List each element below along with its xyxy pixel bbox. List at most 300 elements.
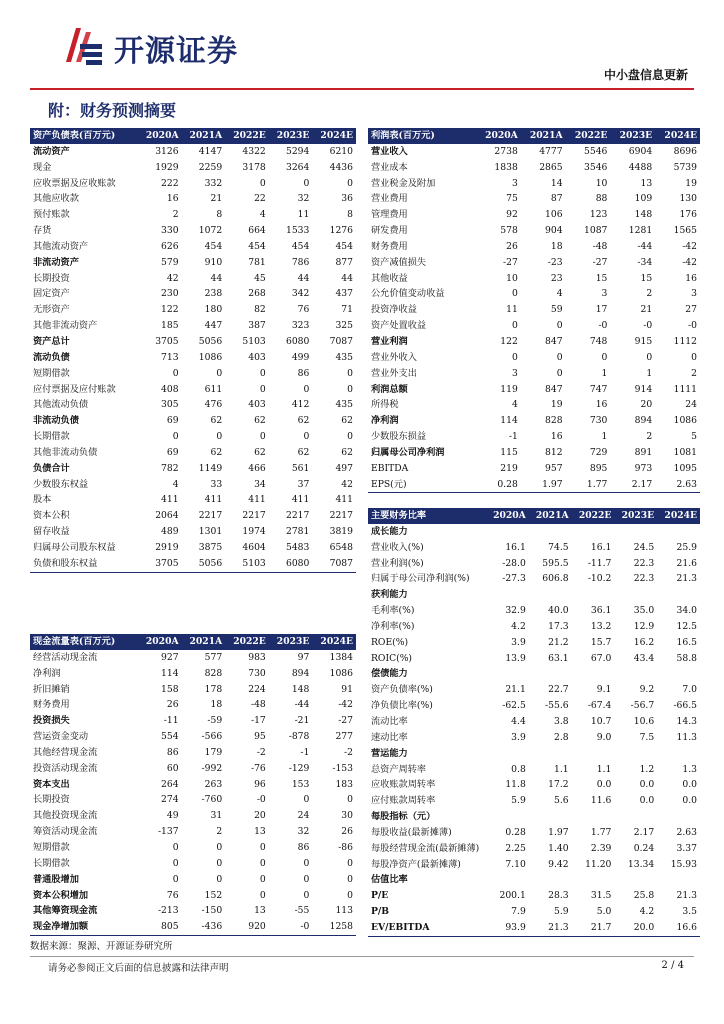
row-label: 短期借款 xyxy=(33,367,70,379)
cell-value: 0 xyxy=(511,320,518,332)
row-label: 营业收入(%) xyxy=(371,541,424,553)
row-label: 财务费用 xyxy=(371,240,408,252)
cell-value xyxy=(614,809,657,825)
cell-value: 0 xyxy=(216,873,223,885)
cell-value: 95 xyxy=(254,731,266,743)
cell-value: 0 xyxy=(172,431,179,443)
table-row xyxy=(30,824,356,840)
cell-value: 0 xyxy=(303,889,310,901)
table-row xyxy=(368,857,700,873)
cell-value: 6548 xyxy=(329,541,353,553)
cell-value: 2781 xyxy=(285,526,310,538)
cell-value: 1086 xyxy=(198,351,223,363)
year-header: 2021A xyxy=(182,634,226,650)
cell-value: 0 xyxy=(347,873,353,885)
cell-value: -66.5 xyxy=(673,700,697,712)
cell-value: 1.77 xyxy=(590,826,612,838)
cell-value: -42 xyxy=(338,699,353,711)
row-label: 其他筹资现金流 xyxy=(33,905,98,917)
cell-value: 179 xyxy=(204,746,223,758)
year-header: 2024E xyxy=(312,128,356,144)
cell-value: -760 xyxy=(201,794,223,806)
cell-value: 1.97 xyxy=(521,477,566,493)
cell-value: 0 xyxy=(259,383,266,395)
cell-value: 0 xyxy=(347,177,353,189)
cell-value: -42 xyxy=(682,256,697,268)
header-divider xyxy=(30,88,694,90)
cell-value: 437 xyxy=(335,288,353,300)
cell-value: 0 xyxy=(691,351,697,363)
cell-value: 19 xyxy=(685,177,697,189)
cell-value: -34 xyxy=(637,256,653,268)
cell-value: -21 xyxy=(294,715,310,727)
cell-value: 2738 xyxy=(494,145,518,157)
cell-value: 3.9 xyxy=(511,731,526,743)
cell-value: 0 xyxy=(216,841,223,853)
cell-value: 1281 xyxy=(628,225,653,237)
table-row xyxy=(30,429,356,445)
cell-value: 26 xyxy=(166,699,179,711)
cell-value: 1929 xyxy=(155,161,179,173)
cell-value: 93.9 xyxy=(486,920,529,936)
cell-value xyxy=(486,524,529,540)
cell-value: 130 xyxy=(679,193,697,205)
row-label: 折旧摊销 xyxy=(33,683,70,695)
cell-value: -1 xyxy=(300,746,310,758)
cell-value: 122 xyxy=(161,304,179,316)
cell-value: -436 xyxy=(182,919,226,935)
cell-value: 6904 xyxy=(628,145,653,157)
cell-value: 20 xyxy=(254,810,266,822)
cell-value: 499 xyxy=(291,351,310,363)
table-row xyxy=(368,587,700,603)
cell-value: 148 xyxy=(291,683,310,695)
cell-value: 1.1 xyxy=(596,763,612,775)
cell-value: 847 xyxy=(545,335,563,347)
cell-value: 7.10 xyxy=(505,858,526,870)
table-row xyxy=(368,635,700,651)
table-row xyxy=(368,777,700,793)
cell-value xyxy=(529,666,572,682)
table-row xyxy=(368,920,700,936)
row-label: 资本公积增加 xyxy=(33,889,89,901)
cell-value: 176 xyxy=(679,209,697,221)
cell-value: 13.9 xyxy=(505,652,526,664)
cell-value: 91 xyxy=(341,683,353,695)
row-label: 非流动资产 xyxy=(33,256,79,268)
cell-value xyxy=(572,587,615,603)
cell-value xyxy=(572,809,615,825)
cell-value: 22.3 xyxy=(633,557,655,569)
cell-value: 466 xyxy=(248,462,266,474)
row-label: 其他投资现金流 xyxy=(33,810,98,822)
cell-value: 23 xyxy=(550,272,563,284)
row-label: 净利润 xyxy=(371,415,399,427)
cell-value: 4 xyxy=(511,399,518,411)
cell-value: 342 xyxy=(291,288,310,300)
cell-value: 32 xyxy=(297,193,310,205)
cell-value: 904 xyxy=(545,225,563,237)
row-label: 速动比率 xyxy=(371,731,408,743)
cell-value: 31 xyxy=(210,810,223,822)
row-label: 经营活动现金流 xyxy=(33,651,98,663)
cell-value: 1974 xyxy=(242,526,266,538)
cell-value: 920 xyxy=(225,919,269,935)
cell-value: 69 xyxy=(166,415,179,427)
cell-value: 1565 xyxy=(673,225,697,237)
table-row xyxy=(30,761,356,777)
cell-value: 9.42 xyxy=(548,858,569,870)
cell-value: 0 xyxy=(216,857,223,869)
cell-value: 0 xyxy=(172,873,179,885)
cell-value: 34 xyxy=(254,478,266,490)
cell-value: 86 xyxy=(166,746,179,758)
year-header: 2021A xyxy=(529,508,572,524)
cell-value: 114 xyxy=(500,415,518,427)
cell-value: 713 xyxy=(161,351,179,363)
cell-value: 34.0 xyxy=(676,605,697,617)
cell-value: 62 xyxy=(341,446,353,458)
table-row xyxy=(368,730,700,746)
cell-value: 4488 xyxy=(628,161,653,173)
cell-value xyxy=(657,524,700,540)
cell-value: 10 xyxy=(506,272,518,284)
cell-value: 21.7 xyxy=(572,920,615,936)
cell-value: 21.3 xyxy=(529,920,572,936)
table-row xyxy=(368,619,700,635)
cell-value: 16 xyxy=(550,431,563,443)
table-row xyxy=(30,255,356,271)
cell-value: 11 xyxy=(506,304,518,316)
year-header: 2020A xyxy=(138,128,182,144)
cell-value: 11.8 xyxy=(505,779,526,791)
cell-value: -0 xyxy=(598,320,608,332)
cell-value: 0 xyxy=(601,351,608,363)
cell-value: 200.1 xyxy=(499,890,526,902)
cell-value: 0.0 xyxy=(682,779,697,791)
cell-value: 983 xyxy=(248,651,266,663)
cell-value: 2.63 xyxy=(655,477,700,493)
cell-value: 31.5 xyxy=(590,890,612,902)
cell-value: 16 xyxy=(685,272,697,284)
cell-value: 24 xyxy=(685,399,697,411)
table-row xyxy=(368,793,700,809)
cell-value: 332 xyxy=(204,177,223,189)
cell-value: 16 xyxy=(595,399,608,411)
table-row xyxy=(368,603,700,619)
table-row xyxy=(368,176,700,192)
cell-value: 158 xyxy=(161,683,179,695)
cell-value: -0 xyxy=(643,320,653,332)
balance-sheet-table xyxy=(30,128,356,573)
cell-value: 611 xyxy=(204,383,223,395)
row-label: 其他收益 xyxy=(371,272,408,284)
cell-value: 812 xyxy=(545,446,563,458)
row-label: 其他应收款 xyxy=(33,193,79,205)
cell-value: 183 xyxy=(335,778,353,790)
cell-value: 828 xyxy=(545,415,563,427)
cell-value: 0 xyxy=(172,841,179,853)
cell-value: 62 xyxy=(297,446,310,458)
cell-value: -48 xyxy=(592,240,608,252)
cell-value: 0 xyxy=(511,351,518,363)
disclaimer-text: 请务必参阅正文后面的信息披露和法律声明 xyxy=(48,963,229,974)
cell-value: 11.6 xyxy=(590,795,612,807)
cell-value: 14.3 xyxy=(676,715,697,727)
cell-value: 2.8 xyxy=(553,731,569,743)
section-title: 附：财务预测摘要 xyxy=(48,101,177,120)
cell-value: 1533 xyxy=(285,225,310,237)
income-statement-table xyxy=(368,128,700,493)
cell-value: 0 xyxy=(556,320,563,332)
cell-value: 21.6 xyxy=(676,557,697,569)
cell-value: 22.3 xyxy=(633,573,655,585)
cell-value: 497 xyxy=(335,462,353,474)
cell-value xyxy=(572,746,615,762)
row-label: 负债合计 xyxy=(33,462,70,474)
row-label: 应付账款周转率 xyxy=(371,795,436,807)
table-row xyxy=(368,872,700,888)
table-row xyxy=(30,792,356,808)
cell-value: 71 xyxy=(341,304,353,316)
cell-value: 222 xyxy=(161,177,179,189)
table-row xyxy=(368,382,700,398)
cell-value: 119 xyxy=(500,383,518,395)
table-row xyxy=(30,729,356,745)
cell-value: 1.3 xyxy=(682,763,697,775)
cell-value: 0 xyxy=(259,889,266,901)
cell-value: 2259 xyxy=(198,161,223,173)
cell-value: 4.2 xyxy=(511,620,526,632)
cell-value: 3546 xyxy=(584,161,608,173)
year-header: 2023E xyxy=(269,634,313,650)
logo-text: 开源证券 xyxy=(114,34,238,69)
cell-value: -2 xyxy=(344,746,353,758)
table-row xyxy=(30,271,356,287)
cell-value: 5103 xyxy=(242,335,266,347)
cell-value: 96 xyxy=(254,778,266,790)
cell-value: 411 xyxy=(335,494,353,506)
cell-value: 403 xyxy=(248,399,266,411)
table-row xyxy=(30,350,356,366)
cell-value: 32.9 xyxy=(505,605,526,617)
cell-value: 579 xyxy=(161,256,179,268)
table-row xyxy=(30,397,356,413)
cell-value: 0 xyxy=(303,383,310,395)
table-row xyxy=(368,366,700,382)
cell-value: 3705 xyxy=(155,335,179,347)
cell-value: 729 xyxy=(589,446,608,458)
table-row xyxy=(30,903,356,919)
row-label: 流动比率 xyxy=(371,715,408,727)
cell-value xyxy=(486,872,529,888)
data-source-note: 数据来源：聚源、开源证券研究所 xyxy=(30,941,173,952)
cell-value: 914 xyxy=(634,383,653,395)
cell-value: 1086 xyxy=(329,667,353,679)
table-row xyxy=(368,207,700,223)
table-row xyxy=(30,176,356,192)
table-row xyxy=(368,477,700,493)
table-row xyxy=(368,556,700,572)
cell-value: 86 xyxy=(297,841,310,853)
cell-value: 178 xyxy=(204,683,223,695)
table-row xyxy=(368,286,700,302)
cell-value: 69 xyxy=(166,446,179,458)
cell-value: 2 xyxy=(646,288,653,300)
cell-value: 9.0 xyxy=(596,731,612,743)
cell-value: -11.7 xyxy=(587,557,612,569)
row-label: 普通股增加 xyxy=(33,873,79,885)
cell-value: 1086 xyxy=(673,415,697,427)
cell-value: 76 xyxy=(297,304,310,316)
page-number: 2 / 4 xyxy=(661,960,684,971)
income-title: 利润表(百万元) xyxy=(368,128,476,144)
table-row xyxy=(368,698,700,714)
cell-value: 454 xyxy=(248,240,266,252)
cell-value: -153 xyxy=(332,762,353,774)
cell-value: 3819 xyxy=(329,526,353,538)
cell-value: 180 xyxy=(204,304,223,316)
cell-value: 87 xyxy=(550,193,563,205)
cell-value: 152 xyxy=(204,889,223,901)
page-header xyxy=(0,0,724,95)
cell-value: -878 xyxy=(288,731,310,743)
cell-value: 22.7 xyxy=(548,684,569,696)
cell-value xyxy=(614,872,657,888)
cell-value: 595.5 xyxy=(542,557,569,569)
table-row xyxy=(30,808,356,824)
cell-value xyxy=(657,746,700,762)
cell-value: 36.1 xyxy=(590,605,612,617)
row-label: 偿债能力 xyxy=(371,668,408,680)
cell-value: -11 xyxy=(163,715,179,727)
table-row xyxy=(30,302,356,318)
cell-value: -62.5 xyxy=(502,700,526,712)
cell-value: 626 xyxy=(161,240,179,252)
cell-value: 58.8 xyxy=(676,652,697,664)
cell-value: 577 xyxy=(204,651,223,663)
cell-value: 0.0 xyxy=(639,795,655,807)
cell-value: 62 xyxy=(210,415,223,427)
cell-value: 16 xyxy=(166,193,179,205)
year-header: 2024E xyxy=(657,508,700,524)
row-label: 营业费用 xyxy=(371,193,408,205)
row-label: 净负债比率(%) xyxy=(371,700,433,712)
row-label: 营业收入 xyxy=(371,145,408,157)
cell-value: 15 xyxy=(595,272,608,284)
cell-value: 578 xyxy=(500,225,518,237)
cell-value: -0 xyxy=(269,919,313,935)
cell-value: 10.6 xyxy=(633,715,655,727)
table-row xyxy=(30,650,356,666)
cell-value: 86 xyxy=(297,367,310,379)
cell-value: 5.0 xyxy=(596,906,612,918)
cell-value: 0.24 xyxy=(633,842,655,854)
year-header: 2022E xyxy=(225,634,269,650)
table-row xyxy=(368,841,700,857)
cell-value: 1095 xyxy=(673,462,697,474)
cell-value: 3 xyxy=(691,288,697,300)
cell-value: 0 xyxy=(259,367,266,379)
cell-value: 106 xyxy=(545,209,563,221)
cell-value: 7087 xyxy=(329,335,353,347)
cell-value: 1301 xyxy=(198,526,223,538)
cell-value: 15.93 xyxy=(670,858,697,870)
cell-value: 153 xyxy=(291,778,310,790)
row-label: 资产处置收益 xyxy=(371,320,427,332)
row-label: 投资净收益 xyxy=(371,304,417,316)
cell-value: 5 xyxy=(691,431,697,443)
cell-value xyxy=(657,587,700,603)
cell-value: 7.0 xyxy=(682,684,697,696)
cell-value xyxy=(529,524,572,540)
table-row xyxy=(368,445,700,461)
cell-value: -2 xyxy=(256,746,266,758)
brand-logo xyxy=(62,22,262,70)
table-row xyxy=(368,255,700,271)
cell-value: 2217 xyxy=(285,510,310,522)
table-row xyxy=(30,777,356,793)
cell-value: 805 xyxy=(138,919,182,935)
cell-value xyxy=(614,666,657,682)
row-label: 长期投资 xyxy=(33,794,70,806)
cell-value: 7087 xyxy=(312,556,356,572)
cell-value: 9.1 xyxy=(596,684,612,696)
cell-value: 1 xyxy=(601,431,608,443)
table-row xyxy=(30,508,356,524)
cell-value: 4 xyxy=(259,209,266,221)
table-row xyxy=(30,318,356,334)
cell-value: 891 xyxy=(634,446,653,458)
cell-value xyxy=(614,524,657,540)
cell-value: 476 xyxy=(204,399,223,411)
table-row xyxy=(368,461,700,477)
cell-value: -992 xyxy=(201,762,223,774)
cell-value: -55 xyxy=(294,905,310,917)
cell-value: 3178 xyxy=(242,161,266,173)
cash-flow-table xyxy=(30,634,356,936)
cell-value: 60 xyxy=(166,762,179,774)
cell-value: 17.3 xyxy=(548,620,569,632)
ratios-header-row xyxy=(368,508,700,524)
cell-value: -56.7 xyxy=(630,700,655,712)
year-header: 2022E xyxy=(225,128,269,144)
cell-value: 21.1 xyxy=(505,684,526,696)
table-row xyxy=(30,745,356,761)
cell-value: 411 xyxy=(204,494,223,506)
cell-value: -0 xyxy=(256,794,266,806)
cell-value: 408 xyxy=(161,383,179,395)
table-row xyxy=(368,888,700,904)
cell-value: 17 xyxy=(595,304,608,316)
table-row xyxy=(368,271,700,287)
row-label: 流动资产 xyxy=(33,145,70,157)
cell-value: 37 xyxy=(297,478,310,490)
cell-value: -1 xyxy=(508,431,518,443)
table-row xyxy=(30,366,356,382)
year-header: 2023E xyxy=(269,128,313,144)
cell-value: 2.17 xyxy=(633,826,655,838)
cell-value: 21 xyxy=(640,304,653,316)
cell-value: 17.2 xyxy=(548,779,569,791)
cell-value: 554 xyxy=(161,731,179,743)
cell-value: 1 xyxy=(646,367,653,379)
row-label: 流动负债 xyxy=(33,351,70,363)
row-label: 留存收益 xyxy=(33,526,70,538)
cell-value: 35.0 xyxy=(633,605,655,617)
cell-value: 1838 xyxy=(494,161,518,173)
cell-value: 268 xyxy=(248,288,266,300)
